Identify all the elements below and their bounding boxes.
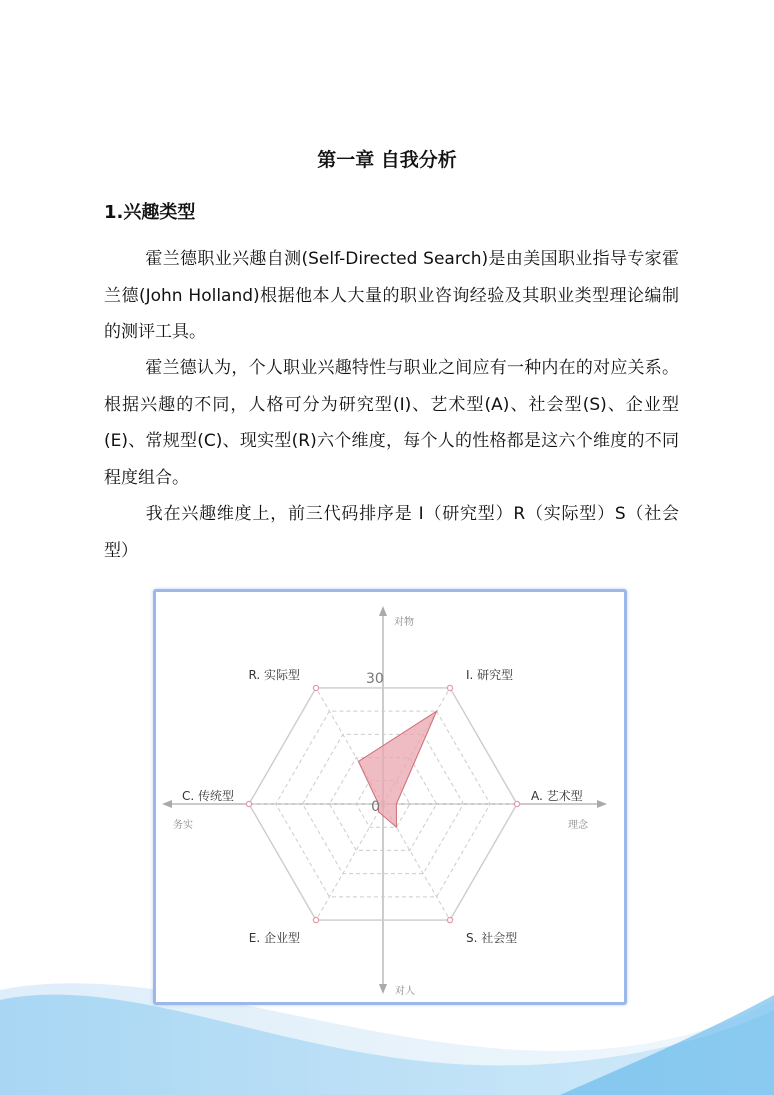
radar-vertex-dot xyxy=(313,917,318,922)
radar-axis-label: E. 企业型 xyxy=(248,931,300,946)
axis-arrow-bottom xyxy=(379,984,387,994)
holland-radar-chart xyxy=(156,592,624,1002)
radar-axis-label: I. 研究型 xyxy=(466,667,514,682)
paragraph-2: 霍兰德认为，个人职业兴趣特性与职业之间应有一种内在的对应关系。根据兴趣的不同，人格可分为研究型(I)、艺术型(A)、社会型(S)、企业型(E)、常规型(C)、现实型(R)六个维度，每个人的性格都是这六个维度的不同程度组合。 xyxy=(104,358,679,488)
direction-label-top: 对物 xyxy=(394,617,414,628)
radar-vertex-dot xyxy=(313,685,318,690)
section-heading: 1.兴趣类型 xyxy=(104,202,196,223)
direction-label-bottom: 对人 xyxy=(395,986,415,997)
radar-vertex-dot xyxy=(447,685,452,690)
axis-arrow-top xyxy=(379,606,387,616)
direction-label-right: 理念 xyxy=(568,820,588,831)
paragraph-1: 霍兰德职业兴趣自测(Self-Directed Search)是由美国职业指导专家霍兰德(John Holland)根据他本人大量的职业咨询经验及其职业类型理论编制的测评工具。 xyxy=(104,249,679,342)
radar-chart-frame xyxy=(153,589,627,1005)
radar-vertex-dot xyxy=(514,801,519,806)
axis-arrow-left xyxy=(162,800,172,808)
radar-axis-label: S. 社会型 xyxy=(466,931,518,946)
direction-label-left: 务实 xyxy=(173,820,193,831)
tick-label-max: 30 xyxy=(366,671,384,687)
tick-label-zero: 0 xyxy=(371,799,380,815)
radar-axis-label: A. 艺术型 xyxy=(531,789,583,803)
radar-spoke-3 xyxy=(316,804,383,920)
chapter-title: 第一章 自我分析 xyxy=(317,149,457,171)
radar-vertex-dot xyxy=(246,801,251,806)
radar-axis-label: C. 传统型 xyxy=(181,789,234,803)
radar-axis-label: R. 实际型 xyxy=(248,667,300,682)
radar-vertex-dot xyxy=(447,917,452,922)
paragraph-3: 我在兴趣维度上，前三代码排序是 I（研究型）R（实际型）S（社会型） xyxy=(104,504,679,561)
axis-arrow-right xyxy=(597,800,607,808)
